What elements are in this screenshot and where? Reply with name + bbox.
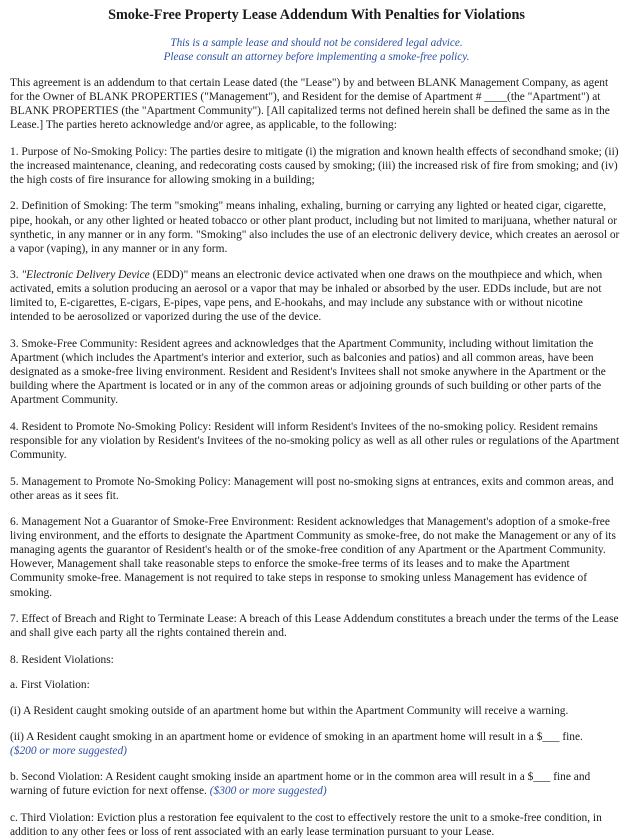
first-violation-suggested-fine: ($200 or more suggested) [10, 744, 127, 757]
legal-disclaimer [10, 36, 623, 64]
second-violation-suggested-fine: ($300 or more suggested) [209, 785, 327, 798]
edd-prefix: 3. [10, 269, 22, 282]
first-violation-outside: (i) A Resident caught smoking outside of an apartment home but within the Apartment Community will receive a warning. [10, 704, 569, 717]
first-violation-inside [10, 730, 623, 758]
section-breach: 7. Effect of Breach and Right to Terminate Lease: A breach of this Lease Addendum constitutes a breach under the terms of the Lease and shall give each party all the rights contained therein and. [10, 613, 619, 640]
section-resident-violations: 8. Resident Violations: [10, 653, 114, 666]
first-violation-heading: a. First Violation: [10, 679, 90, 692]
intro-paragraph: This agreement is an addendum to that certain Lease dated (the "Lease") by and between BLANK Management Company, as agent for the Owner of BLANK PROPERTIES ("Management"), and Resident for the demise of Apartment # ____(the "Apartment") at BLANK PROPERTIES (the "Apartment Community"). [All capitalized terms not defined herein shall be defined the same as in the Lease.] The parties hereto acknowledge and/or agree, as applicable, to the following: [10, 77, 610, 132]
section-purpose: 1. Purpose of No-Smoking Policy: The parties desire to mitigate (i) the migration and known health effects of secondhand smoke; (ii) the increased maintenance, cleaning, and redecorating costs caused by smoking; (iii) the increased risk of fire from smoking; and (iv) the high costs of fire insurance for allowing smoking in a building; [10, 145, 619, 186]
second-violation [10, 770, 623, 798]
second-violation-text: b. Second Violation: A Resident caught smoking inside an apartment home or in the common area will result in a $___ fine and warning of future eviction for next offense. [10, 771, 591, 798]
section-edd-definition [10, 268, 623, 324]
section-smoke-free-community: 3. Smoke-Free Community: Resident agrees and acknowledges that the Apartment Community, including without limitation the Apartment (which includes the Apartment's interior and exterior, such as balconies and patios) and all common areas, have been designated as a smoke-free living environment. Resident and Resident's Invitees shall not smoke anywhere in the Apartment or the building where the Apartment is located or in any of the common areas or adjoining grounds of such building or other parts of the Apartment Community. [10, 337, 606, 407]
disclaimer-line-1: This is a sample lease and should not be considered legal advice. [170, 37, 463, 49]
edd-body: (EDD)" means an electronic device activated when one draws on the mouthpiece and which, when activated, emits a solution producing an aerosol or a vapor that may be inhaled or absorbed by the user. EDDs include, but are not limited to, E-cigarettes, E-cigars, E-pipes, vape pens, and E-hookahs, and may include any substance with or without nicotine intended to be aerosolized or vaporized during the use of the device. [10, 269, 603, 324]
section-not-guarantor: 6. Management Not a Guarantor of Smoke-Free Environment: Resident acknowledges that Management's adoption of a smoke-free living environment, and the efforts to designate the Apartment Community as smoke-free, do not make the Management or any of its managing agents the guarantor of Resident's health or of the smoke-free condition of any Apartment or the Apartment Community. However, Management shall take reasonable steps to enforce the smoke-free terms of its leases and to make the Apartment Community smoke-free. Management is not required to take steps in response to smoking unless Management has evidence of smoking. [10, 516, 616, 599]
disclaimer-line-2: Please consult an attorney before implementing a smoke-free policy. [163, 51, 470, 63]
section-resident-promote: 4. Resident to Promote No-Smoking Policy: Resident will inform Resident's Invitees of the no-smoking policy. Resident remains responsible for any violation by Resident's Invitees of the no-smoking policy as well as all other rules or regulations of the Apartment Community. [10, 420, 620, 462]
edd-term: "Electronic Delivery Device [21, 269, 150, 282]
third-violation: c. Third Violation: Eviction plus a restoration fee equivalent to the cost to effectively restore the unit to a smoke-free condition, in addition to any other fees or loss of rent associated with an early lease termination pursuant to your Lease. [10, 811, 602, 838]
section-management-promote: 5. Management to Promote No-Smoking Policy: Management will post no-smoking signs at entrances, exits and common areas, and other areas as it sees fit. [10, 475, 614, 502]
first-violation-inside-text: (ii) A Resident caught smoking in an apartment home or evidence of smoking in an apartment home will result in a $___ fine. [10, 730, 583, 743]
document-title: Smoke-Free Property Lease Addendum With Penalties for Violations [108, 7, 525, 23]
section-definition-smoking: 2. Definition of Smoking: The term "smoking" means inhaling, exhaling, burning or carrying any lighted or heated cigar, cigarette, pipe, hookah, or any other lighted or heated tobacco or other plant product, including but not limited to marijuana, whether natural or synthetic, in any manner or in any form. "Smoking" also includes the use of an electronic delivery device, which creates an aerosol or a vapor (vaping), in any manner or in any form. [10, 200, 620, 255]
